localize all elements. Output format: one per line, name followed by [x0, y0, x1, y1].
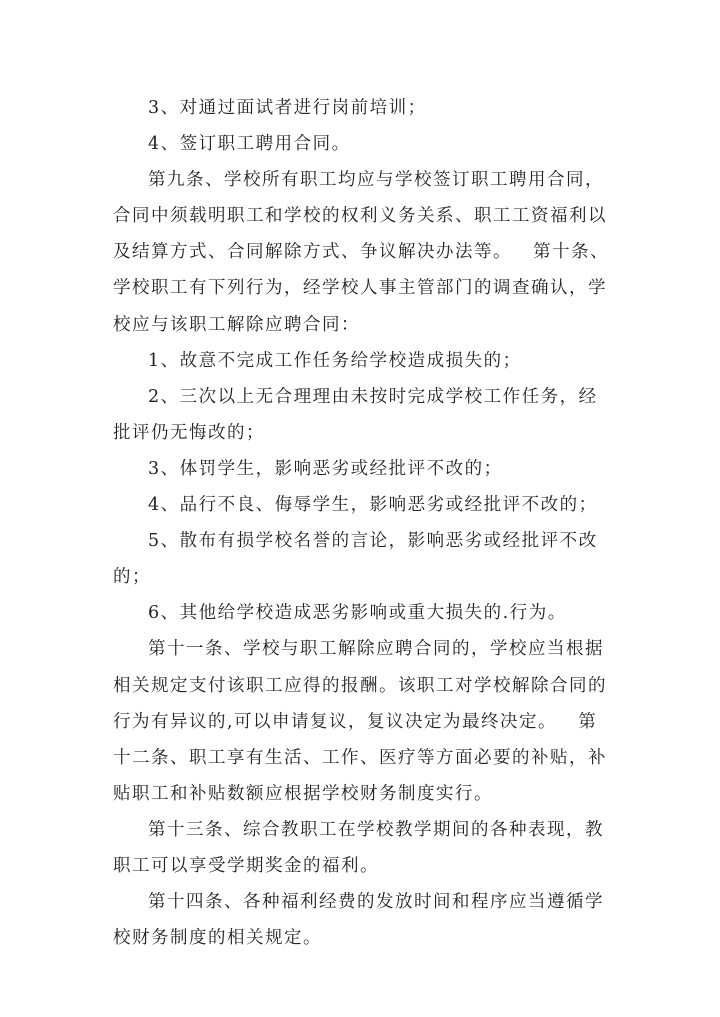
text-line: 行为有异议的,可以申请复议，复议决定为最终决定。 第 [113, 711, 598, 732]
text-line: 的； [113, 567, 151, 588]
text-line: 4、品行不良、侮辱学生，影响恶劣或经批评不改的； [148, 495, 598, 516]
text-line: 1、故意不完成工作任务给学校造成损失的； [148, 350, 522, 371]
text-line: 相关规定支付该职工应得的报酬。该职工对学校解除合同的 [113, 675, 607, 696]
text-line: 第十一条、学校与职工解除应聘合同的，学校应当根据 [148, 639, 604, 660]
text-line: 第九条、学校所有职工均应与学校签订职工聘用合同， [148, 170, 604, 191]
text-line: 校财务制度的相关规定。 [113, 928, 322, 949]
text-line: 职工可以享受学期奖金的福利。 [113, 855, 379, 876]
text-line: 2、三次以上无合理理由未按时完成学校工作任务，经 [148, 386, 598, 407]
text-line: 第十三条、综合教职工在学校教学期间的各种表现，教 [148, 819, 604, 840]
document-page [113, 90, 633, 956]
text-line: 6、其他给学校造成恶劣影响或重大损失的.行为。 [148, 603, 567, 624]
text-line: 合同中须载明职工和学校的权利义务关系、职工工资福利以 [113, 206, 607, 227]
text-line: 5、散布有损学校名誉的言论，影响恶劣或经批评不改 [148, 531, 598, 552]
text-line: 4、签订职工聘用合同。 [148, 134, 351, 155]
text-line: 批评仍无悔改的； [113, 422, 265, 443]
text-line: 3、体罚学生，影响恶劣或经批评不改的； [148, 458, 503, 479]
text-line: 第十四条、各种福利经费的发放时间和程序应当遵循学 [148, 892, 604, 913]
text-line: 学校职工有下列行为，经学校人事主管部门的调查确认，学 [113, 278, 607, 299]
text-line: 校应与该职工解除应聘合同： [113, 314, 360, 335]
text-line: 及结算方式、合同解除方式、争议解决办法等。 第十条、 [113, 242, 610, 263]
text-line: 3、对通过面试者进行岗前培训； [148, 98, 427, 118]
text-line: 贴职工和补贴数额应根据学校财务制度实行。 [113, 783, 493, 804]
text-line: 十二条、职工享有生活、工作、医疗等方面必要的补贴，补 [113, 747, 607, 768]
